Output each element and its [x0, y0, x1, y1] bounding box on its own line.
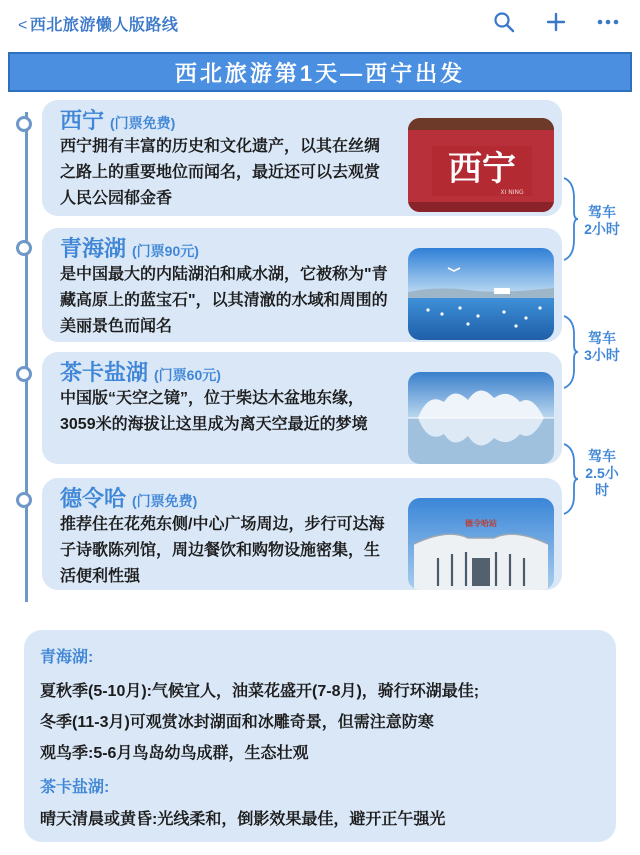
timeline-line	[25, 112, 28, 602]
timeline-node	[16, 116, 32, 132]
tip-line: 夏秋季(5-10月):气候宜人，油菜花盛开(7-8月)，骑行环湖最佳;	[40, 683, 480, 700]
xining-sign-image	[408, 118, 554, 212]
stop-name: 德令哈 (门票免费)	[60, 486, 198, 511]
stop-description: 中国版“天空之镜”，位于柴达木盆地东缘，3059米的海拔让这里成为离天空最近的梦境	[60, 390, 368, 433]
travel-tips-box	[24, 630, 616, 842]
timeline-node	[16, 366, 32, 382]
stop-name: 西宁 (门票免费)	[60, 108, 176, 133]
stop-description: 推荐住在花苑东侧/中心广场周边，步行可达海子诗歌陈列馆，周边餐饮和购物设施密集，生活便利性强	[60, 516, 385, 585]
ticket-price: (门票90元)	[132, 243, 199, 259]
timeline-node	[16, 240, 32, 256]
back-button[interactable]	[18, 12, 178, 35]
stop-card-xining[interactable]	[42, 100, 562, 216]
day-banner	[8, 52, 632, 92]
search-icon[interactable]	[492, 10, 516, 34]
tips-heading-qinghai: 青海湖:	[40, 649, 94, 666]
stop-description: 西宁拥有丰富的历史和文化遗产，以其在丝绸之路上的重要地位而闻名，最近还可以去观赏人民公园郁金香	[60, 138, 381, 207]
tip-line: 晴天清晨或黄昏:光线柔和，倒影效果最佳，避开正午强光	[40, 811, 446, 828]
sign-text: 西宁	[448, 149, 516, 189]
more-icon[interactable]	[596, 10, 620, 34]
top-bar	[0, 0, 640, 50]
back-label: 西北旅游懒人版路线	[29, 17, 179, 34]
ticket-price: (门票免费)	[132, 493, 198, 509]
qinghai-lake-image	[408, 248, 554, 340]
drive-time-3: 驾车 2.5小 时	[585, 448, 619, 498]
stop-card-qinghai-lake[interactable]	[42, 228, 562, 342]
plus-icon[interactable]	[544, 10, 568, 34]
stop-description: 是中国最大的内陆湖泊和咸水湖，它被称为"青藏高原上的蓝宝石"，以其清澈的水域和周围的美丽景色而闻名	[60, 266, 388, 335]
drive-time-1: 驾车 2小时	[584, 204, 620, 237]
stop-name: 青海湖 (门票90元)	[60, 236, 199, 261]
drive-time-2: 驾车 3小时	[584, 330, 620, 363]
tip-line: 冬季(11-3月)可观赏冰封湖面和冰雕奇景，但需注意防寒	[40, 714, 434, 731]
sign-subtext: XI NING	[500, 189, 524, 196]
stop-name: 茶卡盐湖 (门票60元)	[60, 360, 221, 385]
ticket-price: (门票免费)	[110, 115, 176, 131]
timeline-node	[16, 492, 32, 508]
tips-heading-chaka: 茶卡盐湖:	[40, 779, 110, 796]
chevron-left-icon: <	[18, 17, 28, 34]
delingha-station-image	[408, 498, 554, 590]
station-sign-text: 德令哈站	[465, 519, 497, 528]
stop-card-chaka-salt-lake[interactable]	[42, 352, 562, 464]
ticket-price: (门票60元)	[154, 367, 221, 383]
chaka-salt-lake-image	[408, 372, 554, 464]
banner-title: 西北旅游第1天—西宁出发	[174, 60, 466, 86]
stop-card-delingha[interactable]	[42, 478, 562, 590]
top-actions	[492, 10, 620, 34]
tip-line: 观鸟季:5-6月鸟岛幼鸟成群，生态壮观	[40, 745, 309, 762]
